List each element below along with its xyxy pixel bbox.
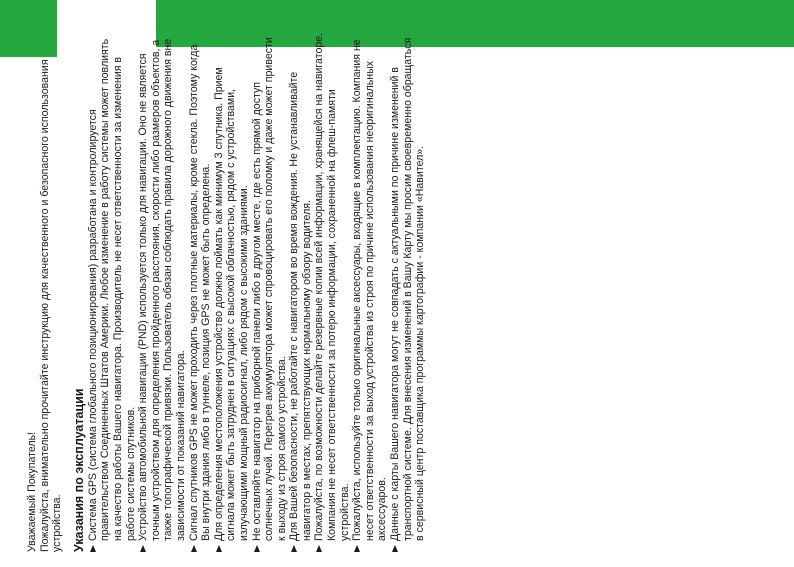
list-item: Для определения местоположения устройство должно поймать как минимум 3 спутника. Прием сигнала может быть затруднен в ситуациях с высокой облачностью, рядом с устройствами, излучающими мощный радиосигнал, либо рядом с высокими зданиями. — [213, 32, 251, 552]
intro — [26, 32, 64, 552]
bullet-arrow-icon — [392, 545, 398, 552]
bullet-arrow-icon — [90, 545, 96, 552]
list-item: Не оставляйте навигатор на приборной панели либо в другом месте, где есть прямой доступ солнечных лучей. Перегрев аккумулятора может спровоцировать его поломку и даже может привести к выходу из строя самого устройства. — [251, 32, 289, 552]
bullet-arrow-icon — [291, 545, 297, 552]
list-item: Устройство автомобильной навигации (PND) используется только для навигации. Оно не является точным устройством для определения пройденного расстояния, скорости либо размеров объектов, а также топографической привязки. Пользователь обязан соблюдать правила дорожного движения вне зависимости от показаний навигатора. — [137, 32, 187, 552]
bullet-arrow-icon — [191, 545, 197, 552]
instructions-list — [87, 32, 427, 552]
bullet-arrow-icon — [254, 545, 260, 552]
rotated-page-content — [26, 32, 742, 552]
list-item: Пожалуйста, по возможности делайте резервные копии всей информации, хранящейся на навигаторе. Компания не несет ответственности за потерю информации, сохраненной на флеш-памяти устройства. — [313, 32, 351, 552]
list-item: Для Вашей безопасности, не работайте с навигатором во время вождения. Не устанавливайте навигатор в местах, препятствующих нормальному обзору водителя. — [288, 32, 313, 552]
list-item: Пожалуйста, используйте только оригинальные аксессуары, входящие в комплектацию. Компания не несет ответственности за выход устройства из строя по причине использования неоригинальных аксессуаров. — [351, 32, 389, 552]
bullet-arrow-icon — [354, 545, 360, 552]
list-item: Система GPS (система глобального позиционирования) разработана и контролируется правительством Соединенных Штатов Америки. Любое изменение в работу системы может повлиять на качество работы Вашего навигатора. Производитель не несет ответственности за изменения в работе системы спутников. — [87, 32, 137, 552]
list-item: Сигнал спутников GPS не может проходить через плотные материалы, кроме стекла. Поэтому когда Вы внутри здания либо в туннеле, позиция GPS не может быть определена. — [188, 32, 213, 552]
list-item: Данные с карты Вашего навигатора могут не совпадать с актуальными по причине изменений в транспортной системе. Для внесения изменений в Вашу Карту мы просим своевременно обращаться в сервисный центр поставщика программы картографии - компании «Навител». — [389, 32, 427, 552]
bullet-arrow-icon — [140, 545, 146, 552]
bullet-arrow-icon — [216, 545, 222, 552]
intro-text: Пожалуйста, внимательно прочитайте инструкцию для качественного и безопасного использования устройства. — [38, 59, 64, 552]
section-title: Указания по эксплуатации — [71, 388, 86, 552]
greeting: Уважаемый Покупатель! — [26, 431, 38, 552]
bullet-arrow-icon — [316, 545, 322, 552]
